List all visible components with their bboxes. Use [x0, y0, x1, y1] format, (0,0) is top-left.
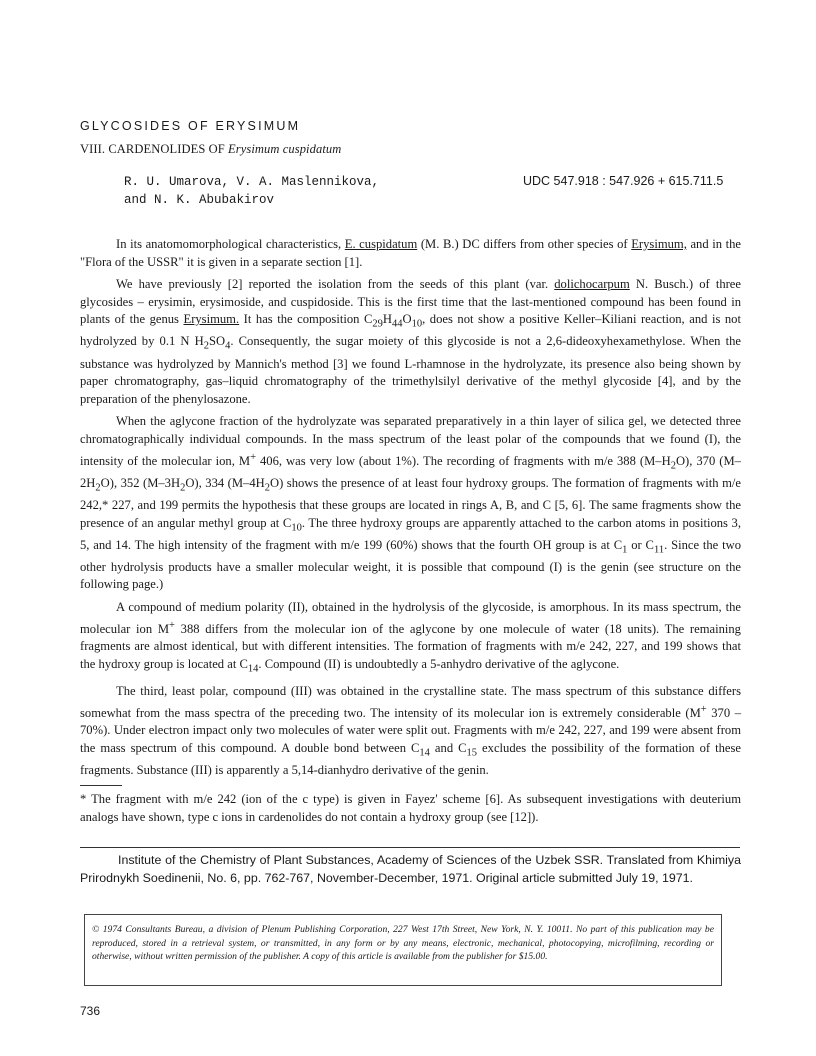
subscript: 2	[95, 482, 101, 494]
text: The third, least polar, compound (III) was obtained in the crystalline state. The mass spectrum of this substance differs somewhat from the mass spectra of the preceding two. The intensity of its molecular ion is extremely considerable (M	[80, 684, 741, 720]
text: We have previously [2] reported the isolation from the seeds of this plant (var.	[116, 277, 555, 292]
text: and in the "Flora of the USSR" it is given in a separate section [1].	[80, 237, 742, 269]
paragraph-5	[80, 683, 741, 780]
superscript: +	[169, 619, 175, 631]
text: 388 differs from the molecular ion of the aglycone by one molecule of water (18 units). The remaining fragments are almost identical, but with different intensities. The formation of fragments with m/e 242, 227, and 199 shows that the hydroxy group is located at C	[80, 621, 741, 671]
subscript: 2	[203, 341, 209, 352]
text: When the aglycone fraction of the hydrolyzate was separated preparatively in a thin layer of silica gel, we detected three chromatographically individual compounds. In the mass spectrum of the least polar of the compounds that we found (I), the intensity of the molecular ion, M	[80, 414, 741, 468]
paragraph-4	[80, 599, 741, 678]
subscript: 29	[372, 318, 383, 330]
series-title: GLYCOSIDES OF ERYSIMUM	[80, 119, 301, 133]
subscript: 2	[180, 482, 186, 494]
institute-divider	[80, 847, 740, 848]
paragraph-2	[80, 276, 741, 408]
footnote-divider	[80, 785, 122, 786]
subscript: 11	[653, 544, 665, 556]
institute-note: Institute of the Chemistry of Plant Substances, Academy of Sciences of the Uzbek SSR. Translated from Khimiya Prirodnykh Soedinenii, No. 6, pp. 762-767, November-December, 1971. Original article submitted July 19, 1971.	[80, 853, 741, 885]
text: O), 334 (M–4H	[185, 475, 265, 490]
subscript: 1	[622, 544, 628, 556]
text: A compound of medium polarity (II), obtained in the hydrolysis of the glycoside, is amorphous. In its mass spectrum, the molecular ion M	[80, 599, 741, 636]
text: N. Busch.) of three glycosides – erysimin, erysimoside, and cuspidoside. This is the first time that the last-mentioned compound has been found in plants of the genus	[80, 277, 741, 327]
authors	[124, 174, 379, 209]
text: . Consequently, the sugar moiety of this glycoside is not a 2,6-dideoxyhexamethylose. When the substance was hydrolyzed by Mannich's method [3] we found L-rhamnose in the hydrolyzate, its presence also being shown by paper chromatography, gas–liquid chromatography of the trimethylsilyl derivative of the methyl glycoside [4], and by the preparation of the phenylosazone.	[80, 334, 741, 406]
text: or C	[627, 537, 654, 552]
paragraph-1	[80, 236, 741, 271]
superscript: +	[700, 703, 707, 715]
text: In its anatomomorphological characteristics,	[116, 237, 345, 251]
article-title-species: Erysimum cuspidatum	[228, 142, 342, 156]
text: . Since the two other hydrolysis products have a smaller molecular weight, it is possible that compound (I) is the genin (see structure on the following page.)	[80, 537, 742, 592]
text: , does not show a positive Keller–Kiliani reaction, and is not hydrolyzed by 0.1 N H	[80, 312, 741, 349]
genus-underlined: Erysimum.	[183, 312, 240, 327]
text: and C	[429, 741, 467, 756]
subscript: 15	[466, 747, 478, 759]
text: O), 370 (M–2H	[80, 453, 741, 490]
text: SO	[208, 334, 226, 349]
text: . Compound (II) is undoubtedly a 5-anhydro derivative of the aglycone.	[258, 656, 620, 671]
subscript: 10	[291, 522, 302, 534]
variety-underlined: dolichocarpum	[554, 277, 630, 292]
subscript: 44	[391, 318, 403, 330]
copyright-text: © 1974 Consultants Bureau, a division of Plenum Publishing Corporation, 227 West 17th Street, New York, N. Y. 10011. No part of this publication may be reproduced, stored in a retrieval system, or transmitted, in any form or by any means, electronic, mechanical, photocopying, microfilming, recording or otherwise, without written permission of the publisher. A copy of this article is available from the publisher for $15.00.	[92, 924, 714, 963]
text: 370 – 70%). Under electron impact only two molecules of water were split out. Fragments with m/e 242, 227, and 199 were absent from the mass spectrum of this compound. A double bond between C	[80, 705, 742, 756]
subscript: 14	[247, 663, 259, 675]
text: O), 352 (M–3H	[100, 475, 181, 490]
authors-line-2: and N. K. Abubakirov	[124, 192, 275, 207]
text: O	[402, 312, 412, 327]
copyright-box	[84, 914, 722, 986]
subscript: 2	[670, 460, 676, 472]
superscript: +	[250, 451, 256, 463]
text: . The three hydroxy groups are apparently attached to the carbon atoms in positions 3, 5, and 14. The high intensity of the fragment with m/e 199 (60%) shows that the fourth OH group is at C	[80, 515, 742, 552]
text: 406, was very low (about 1%). The recording of fragments with m/e 388 (M–H	[256, 453, 671, 468]
subscript: 14	[419, 747, 430, 759]
article-title	[80, 142, 341, 157]
subscript: 4	[225, 341, 231, 352]
footnote: * The fragment with m/e 242 (ion of the c type) is given in Fayez' scheme [6]. As subsequent investigations with deuterium analogs have shown, type c ions in cardenolides do not contain a hydroxy group (see [12]).	[80, 792, 741, 824]
subscript: 2	[264, 482, 270, 494]
text: excludes the possibility of the formation of these fragments. Substance (III) is apparently a 5,14-dianhydro derivative of the genin.	[80, 741, 741, 778]
page-number: 736	[80, 1004, 101, 1018]
authors-line-1: R. U. Umarova, V. A. Maslennikova,	[124, 175, 380, 189]
subscript: 10	[411, 318, 423, 330]
text: (M. B.) DC differs from other species of	[417, 237, 632, 251]
text: It has the composition C	[239, 312, 373, 327]
article-title-prefix: VIII. CARDENOLIDES OF	[80, 142, 229, 156]
article-body	[80, 236, 741, 785]
species-underlined: E. cuspidatum	[344, 237, 418, 251]
text: H	[382, 312, 392, 327]
text: O) shows the presence of at least four hydroxy groups. The formation of fragments with m/e 242,* 227, and 199 permits the hypothesis that these groups are located in rings A, B, and C [5, 6]. The same fragments show the presence of an angular methyl group at C	[80, 475, 741, 530]
udc-code: UDC 547.918 : 547.926 + 615.711.5	[523, 174, 724, 188]
paragraph-3	[80, 413, 741, 594]
genus-underlined: Erysimum,	[631, 237, 687, 251]
